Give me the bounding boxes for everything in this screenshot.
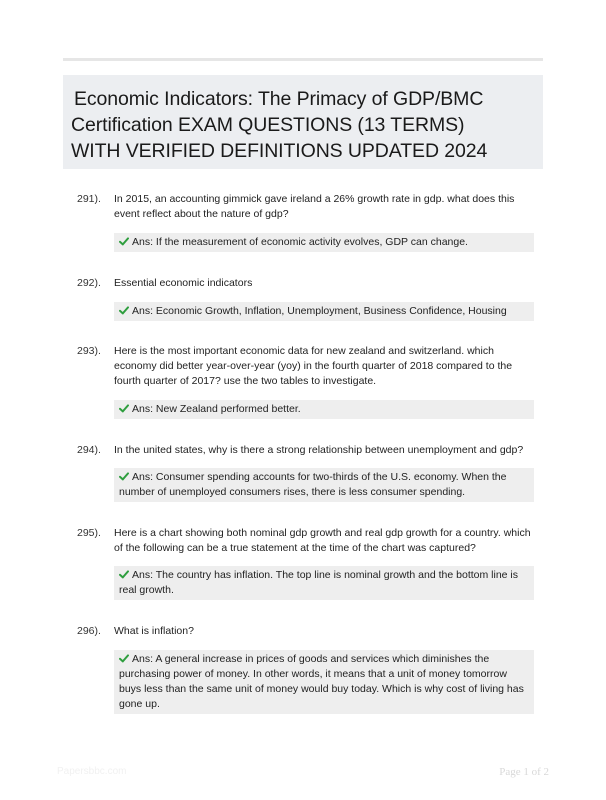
page-indicator: Page 1 of 2 <box>499 766 549 778</box>
question-number: 291). <box>77 193 101 205</box>
question-number: 296). <box>77 625 101 637</box>
checkmark-icon <box>119 404 129 413</box>
question-text: In the united states, why is there a strong relationship between unemployment and gdp? <box>114 444 524 456</box>
page-title-line-2: Certification EXAM QUESTIONS (13 TERMS) <box>71 114 465 136</box>
answer-box <box>114 302 534 321</box>
answer-text: Ans: New Zealand performed better. <box>132 403 301 415</box>
checkmark-icon <box>119 654 129 663</box>
checkmark-icon <box>119 472 129 481</box>
answer-text: Ans: Economic Growth, Inflation, Unemployment, Business Confidence, Housing <box>132 305 507 317</box>
question-text: What is inflation? <box>114 625 194 637</box>
question-number: 295). <box>77 527 101 539</box>
page-title-line-1: Economic Indicators: The Primacy of GDP/BMC <box>74 88 484 110</box>
checkmark-icon <box>119 570 129 579</box>
answer-text: Ans: Consumer spending accounts for two-thirds of the U.S. economy. When the number of unemployed consumers rises, there is less consumer spending. <box>119 471 507 498</box>
footer-watermark: Papersbbc.com <box>57 766 127 777</box>
question-text: Essential economic indicators <box>114 277 253 289</box>
question-number: 292). <box>77 277 101 289</box>
answer-box <box>114 650 534 714</box>
answer-box <box>114 233 534 252</box>
answer-text: Ans: The country has inflation. The top line is nominal growth and the bottom line is real growth. <box>119 569 518 596</box>
answer-box <box>114 566 534 600</box>
question-number: 293). <box>77 345 101 357</box>
question-number: 294). <box>77 444 101 456</box>
question-text: In 2015, an accounting gimmick gave ireland a 26% growth rate in gdp. what does this event reflect about the nature of gdp? <box>114 193 515 220</box>
answer-text: Ans: If the measurement of economic activity evolves, GDP can change. <box>132 236 468 248</box>
checkmark-icon <box>119 306 129 315</box>
page-title-line-3: WITH VERIFIED DEFINITIONS UPDATED 2024 <box>71 140 488 162</box>
answer-box <box>114 468 534 502</box>
question-text: Here is a chart showing both nominal gdp growth and real gdp growth for a country. which of the following can be a true statement at the time of the chart was captured? <box>114 527 531 554</box>
answer-text: Ans: A general increase in prices of goods and services which diminishes the purchasing power of money. In other words, it means that a unit of money tomorrow buys less than the same unit of money would buy today. Which is why cost of living has gone up. <box>119 653 524 710</box>
answer-box <box>114 400 534 419</box>
question-text: Here is the most important economic data for new zealand and switzerland. which economy did better year-over-year (yoy) in the fourth quarter of 2018 compared to the fourth quarter of 2017? use the two tables to investigate. <box>114 345 513 387</box>
checkmark-icon <box>119 237 129 246</box>
